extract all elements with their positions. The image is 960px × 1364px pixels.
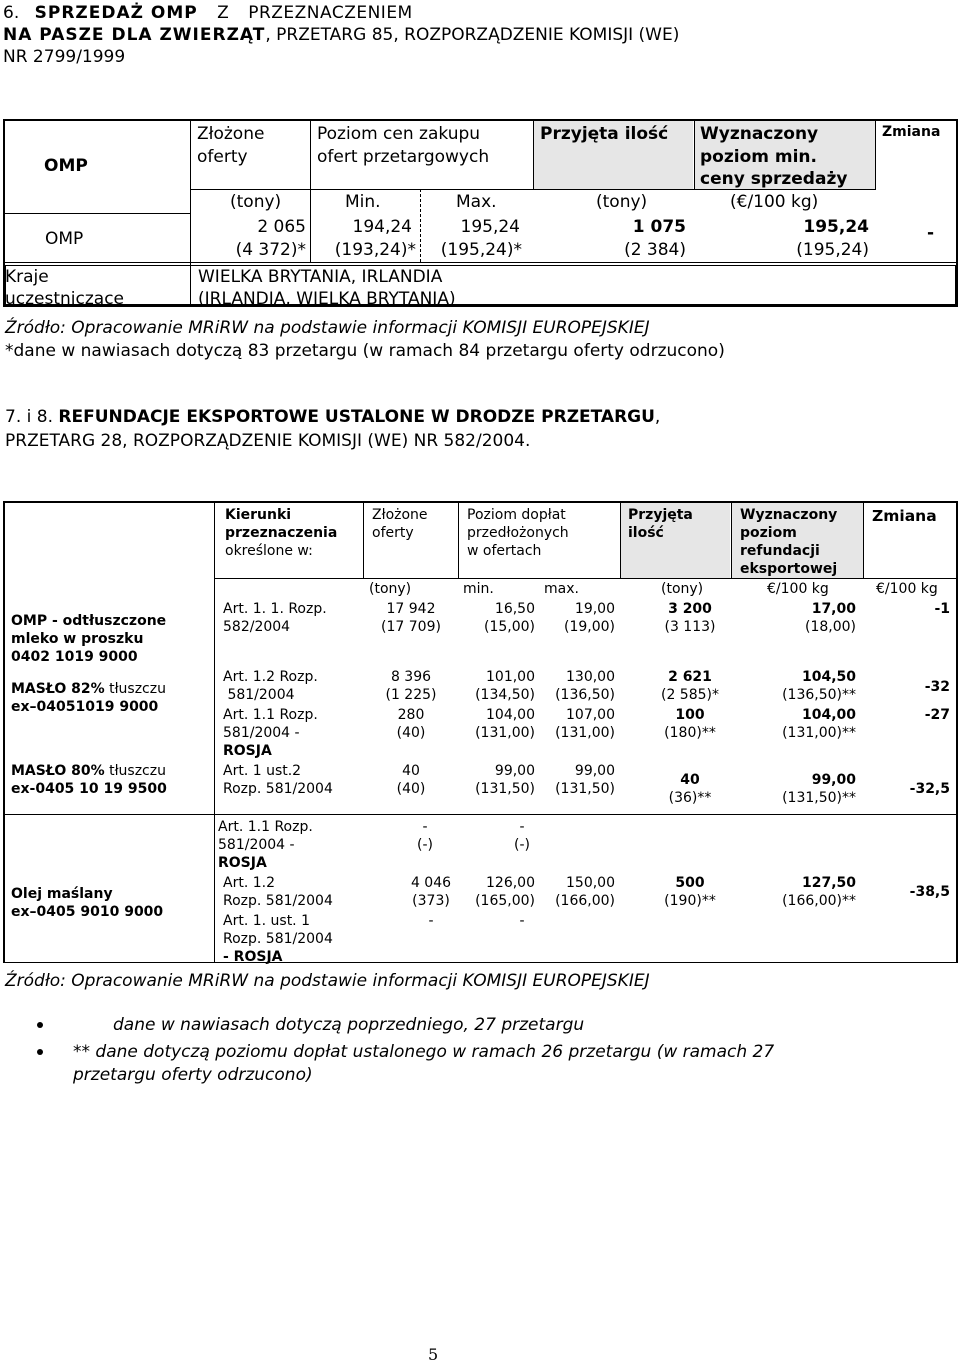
bullet-text: przetargu oferty odrzucono)	[73, 1065, 313, 1085]
unit-tony: (tony)	[369, 581, 412, 597]
cell-zmiana: -	[927, 223, 935, 243]
unit-min: min.	[463, 581, 494, 597]
cell-line: -	[422, 819, 428, 835]
cell-line: (180)**	[664, 725, 716, 741]
cell-przyjeta: 1 075	[632, 217, 686, 237]
cell-line: 40	[680, 772, 700, 788]
cell-line: (134,50)	[475, 687, 535, 703]
cell-line: (131,50)	[555, 781, 615, 797]
cell-min	[460, 762, 535, 798]
cell-line: 8 396	[390, 669, 432, 685]
unit-eur: €/100 kg	[767, 581, 829, 597]
cell-line: 150,00	[566, 875, 615, 891]
row-label-omp: OMP	[45, 229, 84, 249]
section6-heading-line3: NR 2799/1999	[3, 47, 126, 67]
heading-number: 6.	[3, 3, 20, 23]
kraje-value: WIELKA BRYTANIA, IRLANDIA	[198, 267, 443, 287]
page-number: 5	[428, 1345, 439, 1364]
unit-min: Min.	[345, 192, 381, 212]
section6-heading-line2	[3, 24, 679, 46]
cell-zmiana: -27	[924, 707, 950, 723]
unit-eur: (€/100 kg)	[730, 192, 819, 212]
cell-line: 99,00	[494, 763, 535, 779]
cell-min	[477, 818, 567, 854]
cell-line: 2 621	[668, 669, 712, 685]
h-zlozone-line: oferty	[372, 525, 414, 541]
cell-line: (166,00)	[555, 893, 615, 909]
cell-wyznaczony: 195,24	[803, 217, 869, 237]
h-wyznaczony	[740, 506, 837, 578]
cell-zlozone: (4 372)*	[235, 240, 306, 260]
product-maslo82	[11, 680, 166, 698]
h-przyjeta-line: Przyjęta	[628, 507, 693, 523]
product-omp: 0402 1019 9000	[11, 649, 138, 665]
col-zlozone-header: oferty	[197, 147, 248, 167]
cell-wyznaczony	[740, 600, 856, 636]
cell-zlozone: -	[428, 913, 434, 929]
cell-max	[540, 668, 615, 704]
product-maslo80	[11, 762, 166, 780]
cell-line: (166,00)**	[782, 893, 856, 909]
cell-kierunek	[223, 762, 333, 798]
cell-wyznaczony	[740, 706, 856, 742]
product-name: MASŁO 80%	[11, 763, 105, 779]
h-poziom	[467, 506, 569, 560]
cell-max: 195,24	[460, 217, 520, 237]
h-kierunki	[225, 506, 337, 560]
cell-line: (18,00)	[804, 619, 856, 635]
cell-line: Art. 1 ust.2	[223, 763, 302, 779]
cell-line: 16,50	[494, 601, 535, 617]
cell-przyjeta	[640, 706, 740, 742]
heading-bold: SPRZEDAŻ OMP	[34, 3, 198, 23]
product-olej-code: ex–0405 9010 9000	[11, 904, 164, 920]
cell-max	[540, 706, 615, 742]
cell-przyjeta	[640, 771, 740, 807]
cell-przyjeta	[640, 600, 740, 636]
cell-kierunek	[223, 668, 318, 704]
cell-zmiana: -32,5	[909, 781, 950, 797]
cell-line: (136,50)	[555, 687, 615, 703]
kraje-label: Kraje	[5, 267, 49, 287]
cell-min	[460, 668, 535, 704]
h-poziom-line: w ofertach	[467, 543, 542, 559]
cell-line: 581/2004	[223, 687, 295, 703]
col-przyjeta-header: Przyjęta ilość	[540, 124, 669, 144]
heading-text: , PRZETARG 85, ROZPORZĄDZENIE KOMISJI (WE)	[265, 25, 680, 45]
source-note: Źródło: Opracowanie MRiRW na podstawie informacji KOMISJI EUROPEJSKIEJ	[5, 318, 650, 338]
cell-zlozone	[380, 818, 470, 854]
cell-kierunek	[223, 874, 333, 910]
cell-zlozone	[366, 706, 456, 742]
cell-line: (-)	[417, 837, 433, 853]
cell-line: 127,50	[801, 875, 856, 891]
heading-text: PRZEZNACZENIEM	[248, 3, 413, 23]
cell-line: (2 585)*	[660, 687, 719, 703]
cell-line: (1 225)	[385, 687, 437, 703]
cell-line: (131,50)**	[782, 790, 856, 806]
cell-min	[460, 600, 535, 636]
product-name-suffix: tłuszczu	[104, 763, 166, 779]
heading-bold: NA PASZE DLA ZWIERZĄT	[3, 25, 266, 45]
product-omp: mleko w proszku	[11, 631, 144, 647]
cell-min	[460, 874, 535, 910]
bullet-text: ** dane dotyczą poziomu dopłat ustalonego w ramach 26 przetargu (w ramach 27	[73, 1042, 775, 1062]
col-wyznaczony-header: poziom min.	[700, 147, 817, 167]
cell-min: -	[519, 913, 525, 929]
heading-text: ,	[654, 407, 661, 427]
cell-line: Rozp. 581/2004	[223, 781, 333, 797]
product-omp: OMP - odtłuszczone	[11, 613, 167, 629]
cell-zlozone: 2 065	[257, 217, 306, 237]
h-poziom-line: Poziom dopłat	[467, 507, 566, 523]
cell-line: 104,00	[801, 707, 856, 723]
cell-line: ROSJA	[223, 743, 272, 759]
h-zlozone	[372, 506, 428, 542]
product-maslo82-code: ex–04051019 9000	[11, 699, 159, 715]
cell-line: (190)**	[664, 893, 716, 909]
h-wyznaczony-line: poziom	[740, 525, 797, 541]
h-wyznaczony-line: refundacji	[740, 543, 820, 559]
cell-zmiana: -1	[934, 601, 950, 617]
cell-line: (131,00)	[475, 725, 535, 741]
cell-line: Art. 1.2 Rozp.	[223, 669, 318, 685]
unit-tony: (tony)	[596, 192, 648, 212]
cell-wyznaczony	[740, 874, 856, 910]
section6-heading	[3, 2, 413, 24]
cell-line: - ROSJA	[223, 949, 283, 965]
bullet-text: dane w nawiasach dotyczą poprzedniego, 27 przetargu	[113, 1015, 585, 1035]
cell-line: (19,00)	[563, 619, 615, 635]
footnote: *dane w nawiasach dotyczą 83 przetargu (w ramach 84 przetargu oferty odrzucono)	[5, 341, 725, 361]
section78-heading-line2: PRZETARG 28, ROZPORZĄDZENIE KOMISJI (WE) NR 582/2004.	[5, 431, 531, 451]
cell-line: 4 046	[410, 875, 452, 891]
h-wyznaczony-line: eksportowej	[740, 561, 838, 577]
cell-wyznaczony	[740, 771, 856, 807]
cell-line: 581/2004 -	[218, 837, 295, 853]
product-name-suffix: tłuszczu	[104, 681, 166, 697]
cell-line: Art. 1.1 Rozp.	[218, 819, 313, 835]
bullet-dot	[37, 1049, 43, 1055]
cell-line: 101,00	[486, 669, 535, 685]
col-poziom-header: ofert przetargowych	[317, 147, 490, 167]
h-kierunki-line: Kierunki	[225, 507, 292, 523]
kraje-label: uczestniczące	[5, 289, 125, 309]
cell-max: (195,24)*	[440, 240, 522, 260]
cell-line: Art. 1. 1. Rozp.	[223, 601, 327, 617]
cell-line: 104,00	[486, 707, 535, 723]
col-zmiana-header: Zmiana	[882, 124, 941, 140]
kraje-value: (IRLANDIA, WIELKA BRYTANIA)	[198, 289, 456, 309]
col-wyznaczony-header: Wyznaczony	[700, 124, 819, 144]
h-kierunki-line: określone w:	[225, 543, 313, 559]
cell-line: (136,50)**	[782, 687, 856, 703]
source-note: Źródło: Opracowanie MRiRW na podstawie informacji KOMISJI EUROPEJSKIEJ	[5, 971, 650, 991]
product-maslo80-code: ex-0405 10 19 9500	[11, 781, 167, 797]
cell-line: (36)**	[668, 790, 712, 806]
unit-tony: (tony)	[661, 581, 704, 597]
cell-line: (131,00)**	[782, 725, 856, 741]
cell-line: (165,00)	[475, 893, 535, 909]
cell-line: Art. 1.2	[223, 875, 275, 891]
cell-zlozone	[366, 762, 456, 798]
heading-bold: REFUNDACJE EKSPORTOWE USTALONE W DRODZE PRZETARGU	[58, 407, 655, 427]
bullet-dot	[37, 1022, 43, 1028]
cell-line: (131,50)	[475, 781, 535, 797]
cell-line: Rozp. 581/2004	[223, 893, 333, 909]
cell-line: Art. 1.1 Rozp.	[223, 707, 318, 723]
h-zmiana: Zmiana	[872, 507, 937, 525]
unit-max: max.	[544, 581, 579, 597]
unit-max: Max.	[456, 192, 497, 212]
cell-line: ROSJA	[218, 855, 267, 871]
cell-zlozone	[366, 668, 456, 704]
cell-line: Art. 1. ust. 1	[223, 913, 310, 929]
cell-zlozone	[366, 600, 456, 636]
row-header-omp: OMP	[44, 156, 88, 176]
heading-number: 7. i 8.	[5, 407, 53, 427]
cell-line: 100	[675, 707, 705, 723]
unit-tony: (tony)	[230, 192, 282, 212]
cell-line: 99,00	[811, 772, 856, 788]
cell-line: (3 113)	[664, 619, 716, 635]
cell-line: 40	[402, 763, 420, 779]
cell-min	[460, 706, 535, 742]
cell-line: (17 709)	[381, 619, 441, 635]
cell-wyznaczony: (195,24)	[796, 240, 869, 260]
h-poziom-line: przedłożonych	[467, 525, 569, 541]
cell-kierunek	[223, 706, 318, 760]
cell-max	[540, 600, 615, 636]
cell-line: (40)	[396, 781, 426, 797]
cell-wyznaczony	[740, 668, 856, 704]
cell-line: 17 942	[386, 601, 436, 617]
cell-line: 19,00	[574, 601, 615, 617]
cell-kierunek	[223, 912, 333, 966]
cell-przyjeta	[640, 668, 740, 704]
cell-przyjeta: (2 384)	[624, 240, 686, 260]
cell-max	[540, 874, 615, 910]
cell-line: (373)	[412, 893, 450, 909]
cell-line: (40)	[396, 725, 426, 741]
cell-line: (131,00)	[555, 725, 615, 741]
cell-line: 104,50	[801, 669, 856, 685]
heading-text: Z	[217, 3, 229, 23]
cell-line: 500	[675, 875, 705, 891]
cell-line: 582/2004	[223, 619, 291, 635]
cell-zmiana: -38,5	[909, 884, 950, 900]
cell-min: (193,24)*	[334, 240, 416, 260]
h-przyjeta-line: ilość	[628, 525, 664, 541]
h-kierunki-line: przeznaczenia	[225, 525, 338, 541]
unit-eur: €/100 kg	[876, 581, 938, 597]
cell-min: 194,24	[352, 217, 412, 237]
cell-kierunek	[223, 600, 327, 636]
cell-line: 130,00	[566, 669, 615, 685]
cell-line: (-)	[514, 837, 530, 853]
product-name: MASŁO 82%	[11, 681, 105, 697]
cell-zmiana: -32	[924, 679, 950, 695]
h-wyznaczony-line: Wyznaczony	[740, 507, 838, 523]
cell-przyjeta	[640, 874, 740, 910]
h-zlozone-line: Złożone	[372, 507, 428, 523]
cell-line: (15,00)	[483, 619, 535, 635]
cell-line: 107,00	[566, 707, 615, 723]
cell-line: 17,00	[811, 601, 856, 617]
section78-heading	[5, 406, 660, 428]
col-poziom-header: Poziom cen zakupu	[317, 124, 481, 144]
cell-line: 99,00	[574, 763, 615, 779]
col-zlozone-header: Złożone	[197, 124, 265, 144]
cell-line: Rozp. 581/2004	[223, 931, 333, 947]
cell-line: 3 200	[668, 601, 712, 617]
h-przyjeta	[628, 506, 693, 542]
cell-line: -	[519, 819, 525, 835]
cell-line: 581/2004 -	[223, 725, 300, 741]
cell-max	[540, 762, 615, 798]
cell-line: 280	[397, 707, 425, 723]
cell-line: 126,00	[486, 875, 535, 891]
col-wyznaczony-header: ceny sprzedaży	[700, 169, 848, 189]
cell-kierunek	[218, 818, 313, 872]
product-olej: Olej maślany	[11, 886, 113, 902]
